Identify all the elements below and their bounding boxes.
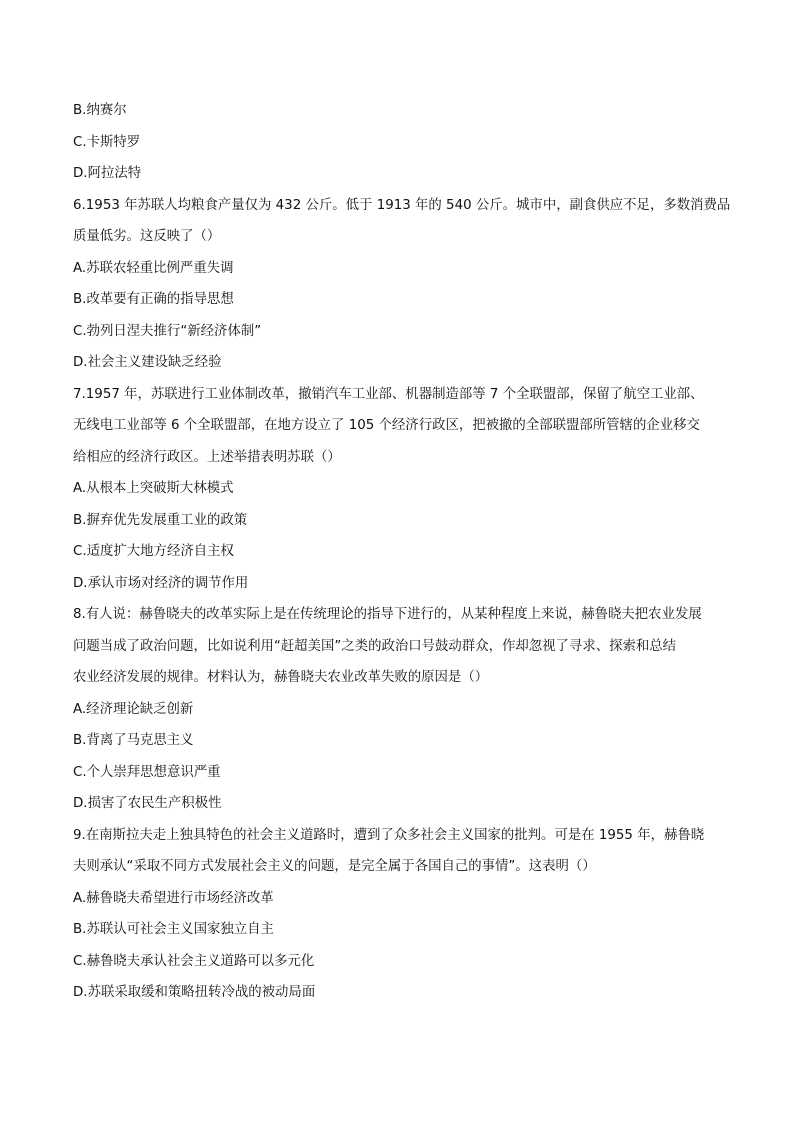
question-stem-line: 7.1957 年，苏联进行工业体制改革，撤销汽车工业部、机器制造部等 7 个全联盟部，保留了航空工业部、 [73, 386, 704, 402]
question-stem-line: 无线电工业部等 6 个全联盟部，在地方设立了 105 个经济行政区，把被撤的全部联盟部所管辖的企业移交 [73, 418, 700, 433]
question-8 [73, 604, 723, 815]
option-a: A.赫鲁晓夫希望进行市场经济改革 [73, 890, 274, 906]
question-stem-line: 9.在南斯拉夫走上独具特色的社会主义道路时，遭到了众多社会主义国家的批判。可是在 1955 年，赫鲁晓 [73, 827, 705, 843]
question-stem-line: 8.有人说：赫鲁晓夫的改革实际上是在传统理论的指导下进行的，从某种程度上来说，赫鲁晓夫把农业发展 [73, 607, 702, 622]
option-c: C.勃列日涅夫推行“新经济体制” [73, 323, 262, 339]
question-6 [73, 195, 731, 375]
option-c: C.赫鲁晓夫承认社会主义道路可以多元化 [73, 953, 315, 969]
option-b: B.苏联认可社会主义国家独立自主 [73, 922, 274, 937]
question-stem-line: 6.1953 年苏联人均粮食产量仅为 432 公斤。低于 1913 年的 540 公斤。城市中，副食供应不足，多数消费品 [73, 197, 731, 213]
option-d: D.苏联采取缓和策略扭转冷战的被动局面 [73, 985, 316, 1000]
option-d: D.社会主义建设缺乏经验 [73, 355, 222, 370]
option-a: A.从根本上突破斯大林模式 [73, 481, 234, 496]
option-c: C.卡斯特罗 [73, 134, 141, 150]
option-c: C.适度扩大地方经济自主权 [73, 544, 234, 559]
option-b: B.摒弃优先发展重工业的政策 [73, 512, 248, 528]
option-a: A.苏联农轻重比例严重失调 [73, 260, 234, 276]
option-d: D.阿拉法特 [73, 166, 142, 181]
option-b: B.纳赛尔 [73, 103, 127, 118]
leading-options [73, 100, 723, 185]
document-page [73, 100, 731, 1004]
option-c: C.个人崇拜思想意识严重 [73, 764, 221, 780]
option-a: A.经济理论缺乏创新 [73, 701, 194, 717]
option-b: B.背离了马克思主义 [73, 733, 194, 748]
question-stem-line: 农业经济发展的规律。材料认为，赫鲁晓夫农业改革失败的原因是（） [73, 670, 489, 685]
question-7 [73, 384, 723, 595]
question-stem-line: 质量低劣。这反映了（） [73, 229, 221, 244]
question-stem-line: 夫则承认“采取不同方式发展社会主义的问题，是完全属于各国自己的事情”。这表明（） [73, 859, 596, 874]
option-b: B.改革要有正确的指导思想 [73, 292, 234, 307]
option-d: D.损害了农民生产积极性 [73, 796, 222, 811]
question-stem-line: 给相应的经济行政区。上述举措表明苏联（） [73, 449, 341, 465]
question-9 [73, 825, 723, 1005]
question-stem-line: 问题当成了政治问题，比如说利用“赶超美国”之类的政治口号鼓动群众，作却忽视了寻求、探索和总结 [73, 638, 677, 654]
option-d: D.承认市场对经济的调节作用 [73, 575, 249, 591]
